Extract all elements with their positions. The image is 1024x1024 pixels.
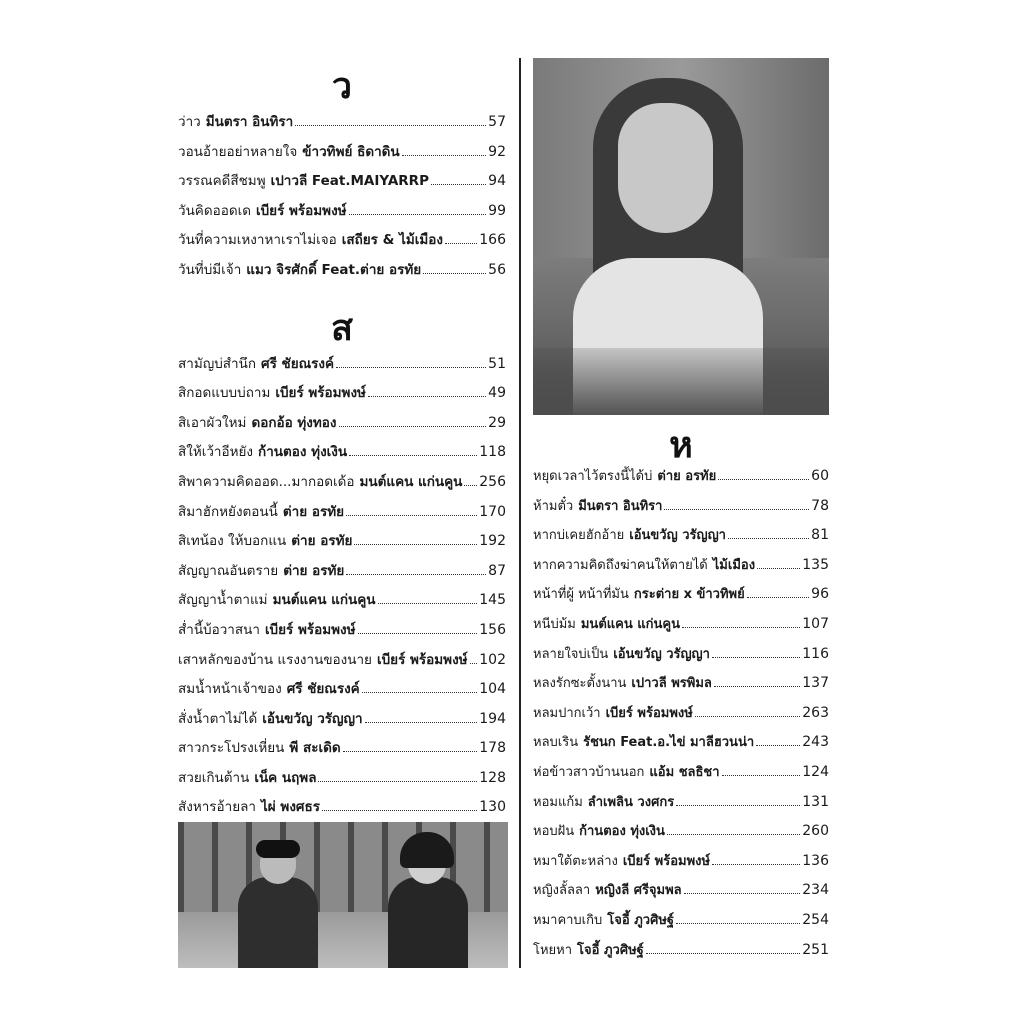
index-entry	[178, 736, 506, 766]
index-entry	[533, 643, 829, 673]
song-title: หอบฝัน	[533, 824, 575, 840]
song-title: หอมแก้ม	[533, 794, 583, 810]
song-title: สิพาความคิดออด...มากอดเด้อ	[178, 473, 355, 490]
artist-name: แอ้ม ชลธิชา	[649, 764, 720, 780]
dot-leader	[464, 476, 477, 486]
column-divider	[519, 58, 521, 968]
index-entry	[533, 613, 829, 643]
page-number: 166	[479, 232, 506, 249]
dot-leader	[318, 772, 477, 782]
song-title: หลงรักซะตั้งนาน	[533, 676, 627, 692]
artist-name: หญิงลี ศรีจุมพล	[595, 883, 682, 899]
dot-leader	[718, 470, 809, 480]
artist-name: ต่าย อรทัย	[282, 503, 345, 520]
index-entry	[533, 791, 829, 821]
dot-leader	[712, 855, 800, 865]
artist-name: แมว จิรศักดิ์ Feat.ต่าย อรทัย	[246, 261, 422, 278]
index-entry	[533, 465, 829, 495]
page-number: 263	[802, 704, 829, 721]
artist-name: เปาวลี พรพิมล	[631, 676, 712, 692]
page-number: 49	[488, 385, 506, 402]
dot-leader	[445, 234, 477, 244]
page-number: 145	[479, 592, 506, 609]
song-title: โหยหา	[533, 942, 573, 958]
artist-name: เอ้นขวัญ วรัญญา	[613, 646, 710, 662]
page-number: 251	[802, 941, 829, 958]
page-number: 131	[802, 793, 829, 810]
artist-name: ไม้เมือง	[712, 557, 756, 573]
page-number: 92	[488, 143, 506, 160]
page-number: 99	[488, 202, 506, 219]
dot-leader	[295, 116, 486, 126]
dot-leader	[349, 446, 477, 456]
dot-leader	[358, 624, 478, 634]
index-entry	[178, 500, 506, 530]
song-title: สิกอดแบบบ่ถาม	[178, 385, 271, 402]
index-entry	[178, 707, 506, 737]
artist-name: ศรี ชัยณรงค์	[261, 355, 335, 372]
page-number: 254	[802, 911, 829, 928]
index-entry	[178, 110, 506, 140]
page-number: 192	[479, 533, 506, 550]
song-title: วันคิดออดเด	[178, 202, 251, 219]
index-entry	[533, 761, 829, 791]
artist-name: เบียร์ พร้อมพงษ์	[264, 621, 356, 638]
section-list-ho	[533, 465, 829, 968]
artist-name: เบียร์ พร้อมพงษ์	[275, 385, 366, 402]
song-title: หากความคิดถึงฆ่าคนให้ตายได้	[533, 557, 708, 573]
page-number: 156	[479, 621, 506, 638]
artist-name: เบียร์ พร้อมพงษ์	[605, 705, 693, 721]
song-title: ห่อข้าวสาวบ้านนอก	[533, 764, 645, 780]
dot-leader	[712, 648, 800, 658]
page-number: 128	[479, 769, 506, 786]
dot-leader	[684, 884, 801, 894]
index-entry	[178, 199, 506, 229]
song-title: สมน้ำหน้าเจ้าของ	[178, 681, 282, 698]
song-title: ส่ำนี้บ้อวาสนา	[178, 621, 260, 638]
dot-leader	[682, 618, 800, 628]
dot-leader	[354, 535, 477, 545]
index-entry	[533, 939, 829, 969]
dot-leader	[722, 766, 801, 776]
artist-name: ก้านตอง ทุ่งเงิน	[258, 444, 348, 461]
artist-name: ต่าย อรทัย	[283, 562, 345, 579]
song-title: สัญญาณอันตราย	[178, 562, 279, 579]
page-number: 60	[811, 468, 829, 484]
page-number: 29	[488, 414, 506, 431]
song-title: สิให้เว้าอีหยัง	[178, 444, 254, 461]
index-entry	[178, 529, 506, 559]
dot-leader	[728, 529, 809, 539]
song-title: วันที่ความเหงาหาเราไม่เจอ	[178, 232, 337, 249]
right-column	[533, 425, 829, 968]
dot-leader	[667, 825, 800, 835]
artist-name: ต่าย อรทัย	[657, 469, 717, 484]
dot-leader	[322, 801, 477, 811]
page-number: 260	[802, 823, 829, 840]
dot-leader	[714, 677, 800, 687]
index-entry	[533, 495, 829, 525]
index-entry	[178, 258, 506, 288]
section-list-so	[178, 352, 506, 826]
index-entry	[533, 820, 829, 850]
song-title: ห้ามตั๋ว	[533, 498, 574, 514]
page-number: 194	[479, 710, 506, 727]
page-number: 178	[479, 740, 506, 757]
artist-name: เอ้นขวัญ วรัญญา	[629, 528, 726, 544]
index-entry	[178, 411, 506, 441]
artist-name: มนต์แคน แก่นคูน	[359, 473, 463, 490]
song-title: หลายใจบ่เป็น	[533, 646, 609, 662]
song-title: ว่าว	[178, 114, 201, 130]
artist-name: ข้าวทิพย์ ธิดาดิน	[302, 143, 400, 160]
song-title: วอนอ้ายอย่าหลายใจ	[178, 143, 298, 160]
dot-leader	[470, 654, 478, 664]
dot-leader	[757, 559, 800, 569]
index-entry	[178, 140, 506, 170]
page-number: 81	[811, 527, 829, 544]
dot-leader	[378, 594, 478, 604]
index-entry	[533, 583, 829, 613]
page-number: 102	[479, 651, 506, 668]
index-entry	[178, 470, 506, 500]
section-heading-ho: ห	[669, 424, 693, 466]
artist-name: เบียร์ พร้อมพงษ์	[622, 853, 711, 869]
artist-name: เอ้นขวัญ วรัญญา	[262, 710, 363, 727]
dot-leader	[343, 742, 478, 752]
index-entry	[533, 731, 829, 761]
section-heading-so: ส	[331, 306, 353, 349]
page-number: 87	[488, 562, 506, 579]
artist-name: พี สะเดิด	[289, 740, 341, 757]
dot-leader	[646, 944, 800, 954]
index-entry	[178, 559, 506, 589]
index-entry	[178, 677, 506, 707]
song-title: เสาหลักของบ้าน แรงงานของนาย	[178, 651, 372, 668]
song-title: วรรณคดีสีชมพู	[178, 173, 266, 190]
artist-name: มีนตรา อินทิรา	[578, 498, 663, 514]
song-title: สามัญบ่สำนึก	[178, 355, 257, 372]
dot-leader	[747, 588, 809, 598]
song-title: หน้าที่ผู้ หน้าที่มัน	[533, 587, 629, 603]
artist-name: เสถียร & ไม้เมือง	[341, 232, 443, 249]
page-number: 130	[479, 799, 506, 816]
dot-leader	[346, 506, 477, 516]
index-entry	[178, 352, 506, 382]
dot-leader	[676, 914, 800, 924]
index-entry	[178, 795, 506, 825]
artist-name: โจอี้ ภูวศิษฐ์	[577, 942, 644, 958]
page-number: 56	[488, 261, 506, 278]
artist-name: ต่าย อรทัย	[291, 533, 353, 550]
dot-leader	[339, 417, 487, 427]
artist-name: มนต์แคน แก่นคูน	[272, 592, 376, 609]
artist-name: มีนตรา อินทิรา	[205, 114, 294, 130]
index-entry	[178, 648, 506, 678]
artist-name: รัชนก Feat.อ.ไข่ มาลีฮวนน่า	[583, 735, 755, 751]
artist-name: กระต่าย x ข้าวทิพย์	[633, 587, 745, 603]
index-entry	[178, 588, 506, 618]
artist-name: ไผ่ พงศธร	[261, 799, 320, 816]
page-number: 170	[479, 503, 506, 520]
page-number: 116	[802, 645, 829, 662]
index-entry	[533, 524, 829, 554]
dot-leader	[695, 707, 800, 717]
song-title: หมาใต้ตะหล่าง	[533, 853, 618, 869]
artist-name: เบียร์ พร้อมพงษ์	[376, 651, 468, 668]
page-number: 96	[811, 586, 829, 603]
artist-name: เปาวลี Feat.MAIYARRP	[270, 173, 429, 190]
page-number: 94	[488, 173, 506, 190]
dot-leader	[676, 796, 800, 806]
song-title: หยุดเวลาไว้ตรงนี้ได้บ่	[533, 469, 653, 484]
index-entry	[178, 440, 506, 470]
dot-leader	[756, 736, 800, 746]
index-entry	[178, 618, 506, 648]
song-title: สิมาฮักหยังตอนนี้	[178, 503, 278, 520]
song-title: หากบ่เคยฮักอ้าย	[533, 528, 625, 544]
song-title: สิเอาผัวใหม่	[178, 414, 247, 431]
dot-leader	[423, 264, 486, 274]
index-entry	[533, 850, 829, 880]
index-entry	[533, 672, 829, 702]
index-entry	[178, 228, 506, 258]
dot-leader	[362, 683, 478, 693]
singer-portrait-photo	[533, 58, 829, 415]
page-number: 107	[802, 615, 829, 632]
song-title: หนีบ่ม้ม	[533, 616, 576, 632]
index-entry	[533, 554, 829, 584]
song-title: สั่งน้ำตาไม่ได้	[178, 710, 258, 727]
section-heading-wo: ว	[331, 65, 353, 107]
page-number: 234	[802, 882, 829, 899]
song-title: สังหารอ้ายลา	[178, 799, 257, 816]
dot-leader	[664, 500, 809, 510]
index-entry	[178, 381, 506, 411]
index-entry	[178, 766, 506, 796]
index-entry	[533, 702, 829, 732]
song-title: วันที่บ่มีเจ้า	[178, 261, 242, 278]
artist-name: ศรี ชัยณรงค์	[286, 681, 360, 698]
dot-leader	[336, 358, 486, 368]
song-title: หมาคาบเกิบ	[533, 912, 603, 928]
song-title: สาวกระโปรงเหี่ยน	[178, 740, 285, 757]
page-number: 104	[479, 681, 506, 698]
artists-duo-photo	[178, 822, 508, 968]
dot-leader	[402, 146, 487, 156]
dot-leader	[431, 175, 486, 185]
artist-name: เน็ค นฤพล	[254, 769, 317, 786]
song-title: สัญญาน้ำตาแม่	[178, 592, 268, 609]
dot-leader	[346, 565, 486, 575]
page-number: 135	[802, 556, 829, 573]
artist-name: มนต์แคน แก่นคูน	[580, 616, 680, 632]
artist-name: เบียร์ พร้อมพงษ์	[255, 202, 347, 219]
index-entry	[178, 169, 506, 199]
page-number: 124	[802, 763, 829, 780]
section-list-wo	[178, 110, 506, 288]
index-entry	[533, 909, 829, 939]
page-number: 136	[802, 852, 829, 869]
page-number: 78	[811, 497, 829, 514]
index-entry	[533, 879, 829, 909]
song-title: สิเทน้อง ให้บอกแน	[178, 533, 287, 550]
song-title: หลมปากเว้า	[533, 705, 601, 721]
page-number: 256	[479, 473, 506, 490]
left-column	[178, 66, 506, 825]
page-number: 57	[488, 114, 506, 130]
artist-name: ดอกอ้อ ทุ่งทอง	[251, 414, 337, 431]
song-title: หญิงลั้ลลา	[533, 883, 591, 899]
artist-name: ลำเพลิน วงศกร	[587, 794, 675, 810]
dot-leader	[349, 205, 487, 215]
artist-name: โจอี้ ภูวศิษฐ์	[607, 912, 675, 928]
page-number: 137	[802, 675, 829, 692]
page-number: 51	[488, 355, 506, 372]
dot-leader	[368, 387, 486, 397]
song-title: หลบเริน	[533, 735, 579, 751]
song-title: สวยเกินต้าน	[178, 769, 250, 786]
page-number: 243	[802, 734, 829, 751]
dot-leader	[365, 713, 478, 723]
page-number: 118	[479, 444, 506, 461]
artist-name: ก้านตอง ทุ่งเงิน	[579, 824, 665, 840]
